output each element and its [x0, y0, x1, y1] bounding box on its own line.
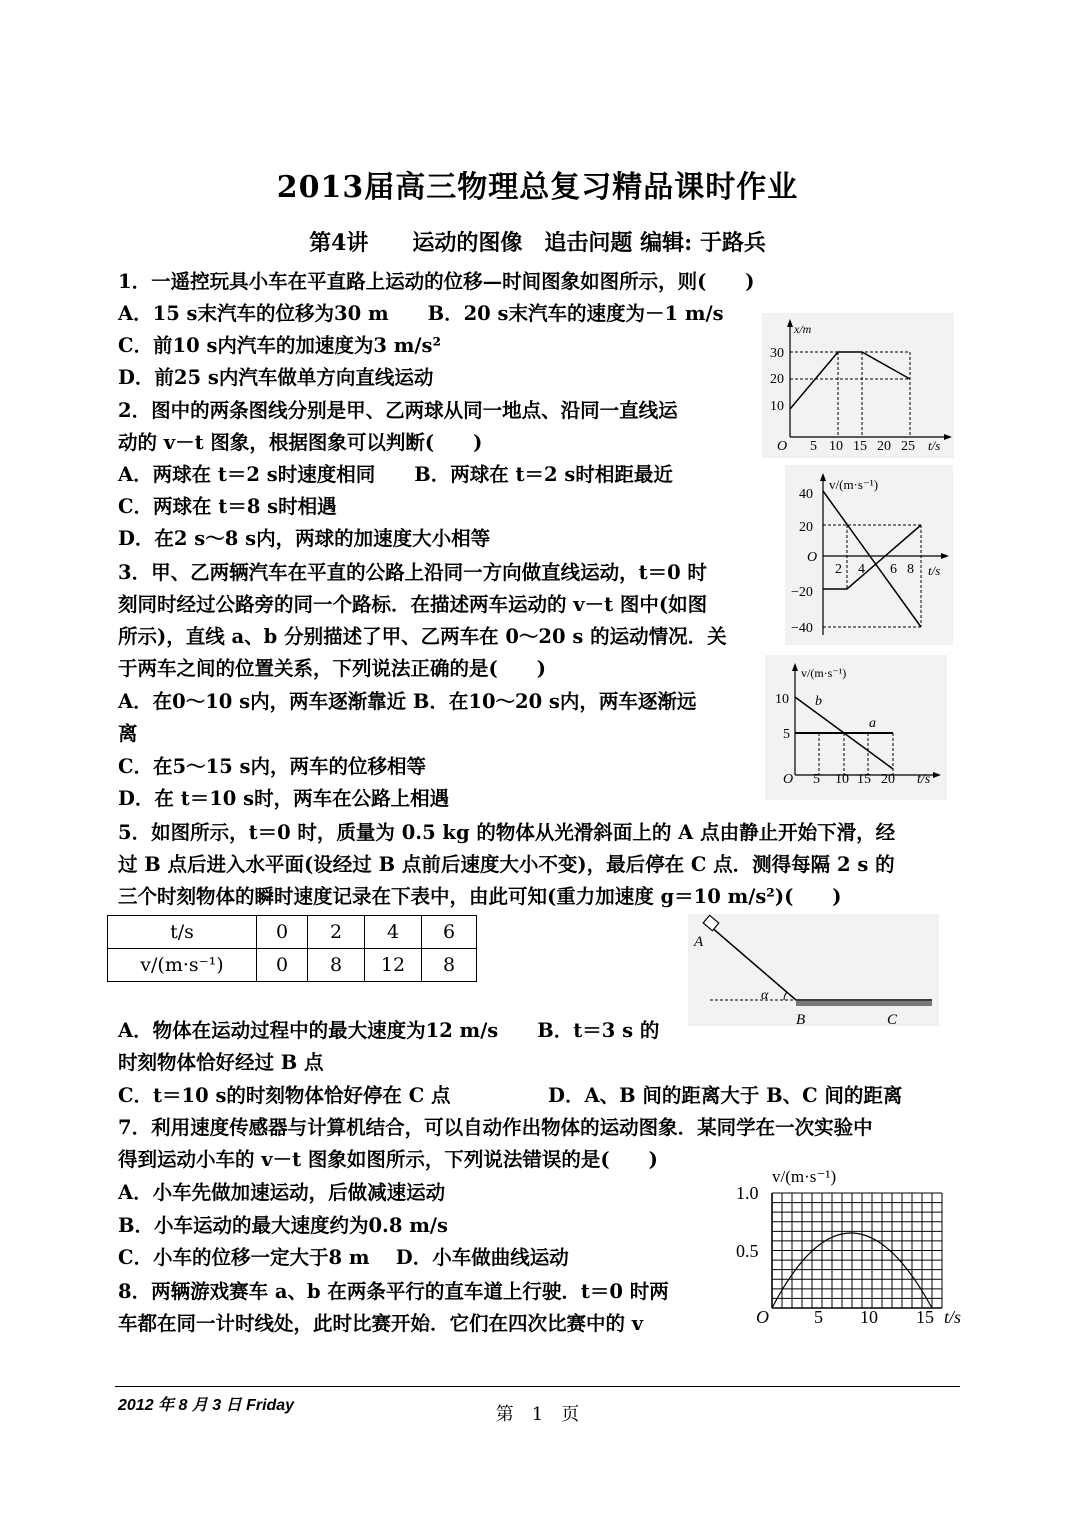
- x-axis-label: t/s: [917, 772, 931, 787]
- table-cell: 8: [422, 949, 477, 982]
- q7-option-a: A．小车先做加速运动，后做减速运动: [118, 1181, 446, 1204]
- question-7-stem-2: 得到运动小车的 v－t 图象如图所示，下列说法错误的是( ): [118, 1148, 658, 1171]
- incline-slope: [710, 926, 796, 1000]
- question-8-stem: 8．两辆游戏赛车 a、b 在两条平行的直车道上行驶．t＝0 时两: [118, 1280, 669, 1303]
- y-tick-label: −20: [791, 585, 813, 600]
- q7-option-b: B．小车运动的最大速度约为0.8 m/s: [118, 1214, 448, 1237]
- x-tick-label: 10: [829, 439, 843, 454]
- y-tick-label: 20: [770, 372, 784, 387]
- q2-option-c: C．两球在 t＝8 s时相遇: [118, 495, 337, 518]
- y-axis-arrow: [792, 663, 798, 671]
- question-8-stem-2: 车都在同一计时线处，此时比赛开始．它们在四次比赛中的 v: [118, 1312, 644, 1335]
- origin-label: O: [756, 1307, 769, 1327]
- page-title: 2013届高三物理总复习精品课时作业: [276, 170, 799, 205]
- point-b-label: B: [796, 1012, 806, 1026]
- footer-date: 2012 年 8 月 3 日 Friday: [118, 1397, 295, 1414]
- x-axis-label: t/s: [944, 1307, 962, 1327]
- y-axis-arrow: [820, 473, 826, 481]
- q3-option-c: C．在5～15 s内，两车的位移相等: [118, 755, 426, 778]
- question-5-stem-3: 三个时刻物体的瞬时速度记录在下表中，由此可知(重力加速度 g＝10 m/s²)( ): [118, 885, 842, 908]
- table-header-v: v/(m·s⁻¹): [108, 949, 257, 982]
- question-2-stem: 2．图中的两条图线分别是甲、乙两球从同一地点、沿同一直线运: [118, 399, 678, 422]
- x-tick-label: 10: [835, 772, 849, 787]
- q1-option-ab: A．15 s末汽车的位移为30 m B．20 s末汽车的速度为－1 m/s: [118, 302, 724, 325]
- table-row: [108, 949, 477, 982]
- y-tick-label: 5: [783, 727, 790, 742]
- x-tick-label: 5: [813, 772, 820, 787]
- figure-5-incline: [688, 914, 939, 1026]
- angle-label: α: [761, 988, 769, 1003]
- point-a-label: A: [694, 934, 704, 950]
- x-tick-label: 2: [835, 562, 842, 577]
- origin-label: O: [783, 772, 794, 787]
- x-axis-arrow: [944, 434, 952, 440]
- origin-label: O: [807, 550, 818, 565]
- table-cell: 0: [257, 916, 308, 949]
- x-tick-label: 25: [901, 439, 915, 454]
- xt-line: [790, 352, 910, 409]
- ball-jia-line: [823, 491, 921, 627]
- question-2-stem-cont: 动的 v－t 图象，根据图象可以判断( ): [118, 431, 483, 454]
- y-tick-label: 1.0: [736, 1183, 759, 1203]
- x-tick-label: 15: [853, 439, 867, 454]
- y-tick-label: 20: [799, 520, 813, 535]
- x-tick-label: 8: [907, 562, 914, 577]
- figure-2-vt-graph: [785, 465, 953, 645]
- y-tick-label: 0.5: [736, 1241, 759, 1261]
- table-cell: 0: [257, 949, 308, 982]
- footer-page-number: 第 1 页: [495, 1404, 580, 1425]
- q7-option-cd: C．小车的位移一定大于8 m D．小车做曲线运动: [118, 1246, 569, 1269]
- table-cell: 6: [422, 916, 477, 949]
- point-c-label: C: [887, 1012, 898, 1026]
- block: [703, 915, 719, 930]
- q5-option-b-cont: 时刻物体恰好经过 B 点: [118, 1051, 324, 1074]
- table-cell: 4: [365, 916, 422, 949]
- question-1-stem: 1．一遥控玩具小车在平直路上运动的位移—时间图象如图所示，则( ): [118, 270, 755, 293]
- footer-divider: [115, 1386, 960, 1387]
- q3-option-b-cont: 离: [118, 722, 138, 745]
- y-tick-label: 40: [799, 487, 813, 502]
- table-row: [108, 916, 477, 949]
- q3-option-ab: A．在0～10 s内，两车逐渐靠近 B．在10～20 s内，两车逐渐远: [118, 690, 697, 713]
- y-axis-label: v/(m·s⁻¹): [801, 666, 847, 680]
- line-b-label: b: [815, 694, 822, 709]
- q2-option-ab: A．两球在 t＝2 s时速度相同 B．两球在 t＝2 s时相距最近: [118, 463, 673, 486]
- y-tick-label: 10: [770, 399, 784, 414]
- velocity-table: [107, 915, 477, 982]
- x-tick-label: 5: [814, 1307, 823, 1327]
- question-7-stem: 7．利用速度传感器与计算机结合，可以自动作出物体的运动图象．某同学在一次实验中: [118, 1116, 873, 1139]
- question-3-stem-4: 于两车之间的位置关系，下列说法正确的是( ): [118, 657, 546, 680]
- x-axis-label: t/s: [928, 563, 941, 578]
- x-tick-label: 15: [916, 1307, 934, 1327]
- table-cell: 12: [365, 949, 422, 982]
- q3-option-d: D．在 t＝10 s时，两车在公路上相遇: [118, 787, 450, 810]
- x-tick-label: 15: [857, 772, 871, 787]
- q5-option-cd: C．t＝10 s的时刻物体恰好停在 C 点 D．A、B 间的距离大于 B、C 间的距离: [118, 1084, 903, 1107]
- question-5-stem-2: 过 B 点后进入水平面(设经过 B 点前后速度大小不变)，最后停在 C 点．测得每隔 2 s 的: [118, 853, 895, 876]
- x-tick-label: 20: [881, 772, 895, 787]
- x-tick-label: 20: [877, 439, 891, 454]
- page-subtitle: 第4讲 运动的图像 追击问题 编辑: 于路兵: [309, 230, 766, 256]
- y-tick-label: 10: [775, 692, 789, 707]
- x-tick-label: 10: [860, 1307, 878, 1327]
- y-tick-label: −40: [791, 621, 813, 636]
- figure-3-vt-graph: [765, 655, 947, 800]
- table-cell: 8: [308, 949, 365, 982]
- x-axis-label: t/s: [928, 438, 941, 453]
- x-tick-label: 6: [890, 562, 897, 577]
- y-axis-label: x/m: [794, 322, 812, 336]
- figure-1-xt-graph: [762, 313, 954, 458]
- q1-option-d: D．前25 s内汽车做单方向直线运动: [118, 366, 434, 389]
- x-axis-arrow: [941, 553, 949, 559]
- y-tick-label: 30: [770, 346, 784, 361]
- y-axis-label: v/(m·s⁻¹): [829, 477, 879, 492]
- figure-7-grid-vt-graph: [732, 1158, 972, 1330]
- origin-label: O: [777, 439, 788, 454]
- y-axis-label: v/(m·s⁻¹): [772, 1167, 837, 1186]
- table-cell: 2: [308, 916, 365, 949]
- y-axis-arrow: [787, 319, 793, 327]
- question-3-stem-3: 所示)，直线 a、b 分别描述了甲、乙两车在 0～20 s 的运动情况．关: [118, 625, 727, 648]
- q2-option-d: D．在2 s～8 s内，两球的加速度大小相等: [118, 527, 491, 550]
- x-axis-arrow: [933, 772, 941, 778]
- angle-arc: [784, 992, 787, 1000]
- q5-option-ab: A．物体在运动过程中的最大速度为12 m/s B．t＝3 s 的: [118, 1019, 660, 1042]
- table-header-t: t/s: [108, 916, 257, 949]
- x-tick-label: 5: [810, 439, 817, 454]
- q1-option-c: C．前10 s内汽车的加速度为3 m/s²: [118, 334, 442, 357]
- question-5-stem: 5．如图所示，t＝0 时，质量为 0.5 kg 的物体从光滑斜面上的 A 点由静止开始下滑，经: [118, 821, 896, 844]
- ground-hatch: [796, 1001, 932, 1006]
- ball-yi-line: [823, 525, 921, 589]
- question-3-stem-2: 刻同时经过公路旁的同一个路标．在描述两车运动的 v－t 图中(如图: [118, 593, 708, 616]
- x-tick-label: 4: [858, 562, 865, 577]
- question-3-stem: 3．甲、乙两辆汽车在平直的公路上沿同一方向做直线运动，t＝0 时: [118, 561, 707, 584]
- line-a-label: a: [869, 716, 876, 731]
